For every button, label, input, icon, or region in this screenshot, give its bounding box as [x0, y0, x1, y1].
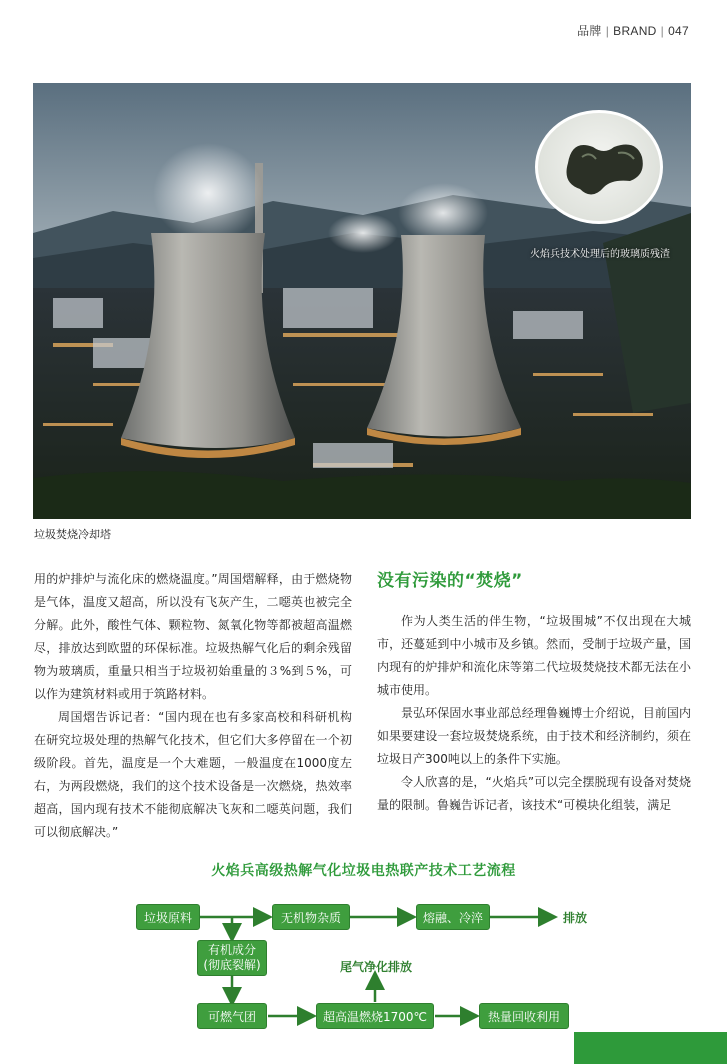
inset-caption: 火焰兵技术处理后的玻璃质残渣 [530, 249, 670, 260]
node-garbage: 垃圾原料 [136, 904, 200, 930]
header-divider: | [660, 24, 665, 38]
node-combustion: 超高温燃烧1700℃ [316, 1003, 434, 1029]
header-brand: BRAND [613, 24, 657, 38]
header-section: 品牌 [577, 24, 602, 38]
header-divider: | [605, 24, 610, 38]
node-organic-line2: (彻底裂解) [203, 958, 261, 972]
paragraph: 景弘环保固水事业部总经理鲁巍博士介绍说，目前国内如果要建设一套垃圾焚烧系统，由于技术和经济制约，须在垃圾日产300吨以上的条件下实施。 [377, 706, 691, 766]
flowchart-title: 火焰兵高级热解气化垃圾电热联产技术工艺流程 [211, 863, 516, 879]
node-organic [197, 940, 267, 976]
node-organic-line1: 有机成分 [207, 943, 256, 957]
node-heat: 热量回收利用 [479, 1003, 569, 1029]
section-title: 没有污染的“焚烧” [377, 571, 523, 591]
paragraph: 作为人类生活的伴生物，“垃圾围城”不仅出现在大城市，还蔓延到中小城市及乡镇。然而，受制于垃圾产量，国内现有的炉排炉和流化床等第二代垃圾焚烧技术都无法在小城市使用。 [377, 614, 691, 697]
page-number: 047 [668, 24, 689, 38]
node-inorganic: 无机物杂质 [272, 904, 350, 930]
node-melt: 熔融、冷淬 [416, 904, 490, 930]
paragraph: 令人欣喜的是，“火焰兵”可以完全摆脱现有设备对焚烧量的限制。鲁巍告诉记者，该技术“可模块化组装，满足 [377, 775, 691, 812]
photo-caption: 垃圾焚烧冷却塔 [34, 528, 111, 541]
node-exhaust: 尾气净化排放 [340, 960, 413, 974]
node-discharge: 排放 [563, 911, 588, 925]
paragraph: 周国熠告诉记者：“国内现在也有多家高校和科研机构在研究垃圾处理的热解气化技术，但它们大多停留在一个初级阶段。首先，温度是一个大难题，一般温度在1000度左右，为两段燃烧，我们的这个技术设备是一次燃烧，热效率超高，国内现有技术不能彻底解决飞灰和二噁英问题，我们可以彻底解决。” [34, 710, 352, 839]
node-gas: 可燃气团 [197, 1003, 267, 1029]
bottom-accent-bar [574, 1032, 727, 1064]
paragraph: 用的炉排炉与流化床的燃烧温度。”周国熠解释，由于燃烧物是气体，温度又超高，所以没有飞灰产生，二噁英也被完全分解。此外，酸性气体、颗粒物、氮氧化物等都被超高温燃尽，排放达到欧盟的环保标准。垃圾热解气化后的剩余残留物为玻璃质，重量只相当于垃圾初始重量的３%到５%，可以作为建筑材料或用于筑路材料。 [34, 572, 352, 701]
